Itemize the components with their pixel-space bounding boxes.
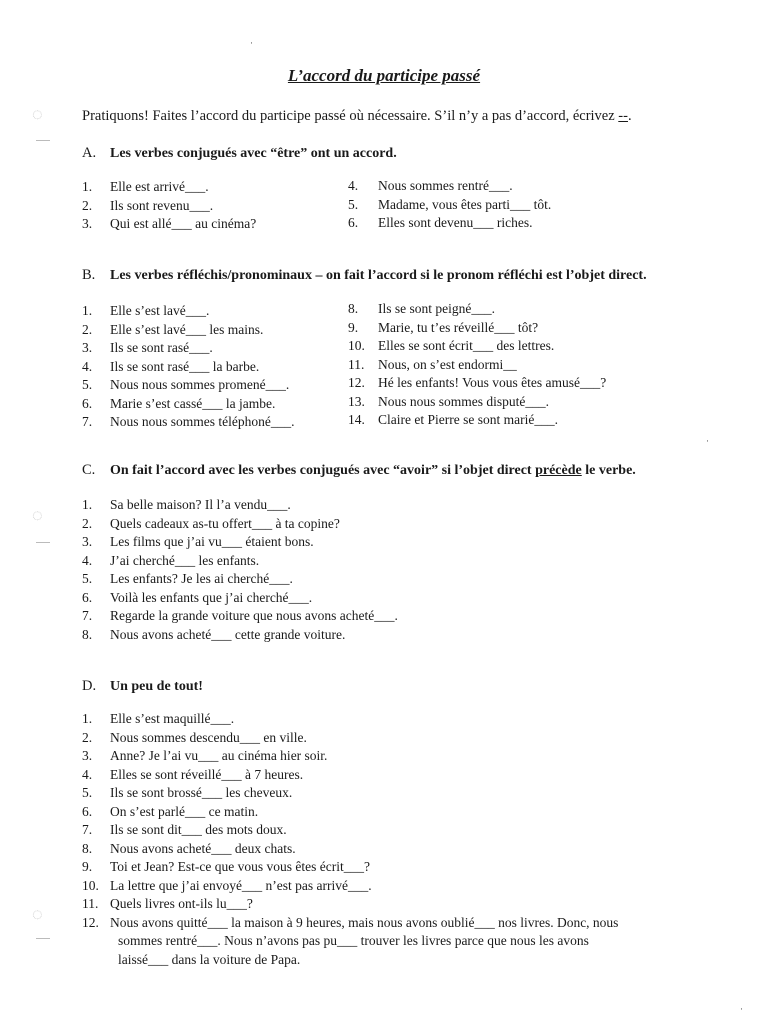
item-text: Ils se sont rasé___ la barbe. xyxy=(110,358,260,374)
item-text: Les enfants? Je les ai cherché___. xyxy=(110,571,293,586)
item-text: Nous, on s’est endormi__ xyxy=(378,356,517,372)
instructions xyxy=(82,108,632,125)
exercise-item xyxy=(82,413,295,432)
item-text: Elles sont devenu___ riches. xyxy=(378,215,533,230)
exercise-item xyxy=(82,747,618,766)
exercise-item xyxy=(82,589,398,608)
item-number: 3. xyxy=(82,216,93,231)
exercise-item xyxy=(82,321,295,340)
hole-punch-mark: ◌ xyxy=(32,904,43,924)
section-letter: A. xyxy=(82,145,97,161)
item-text: Ils se sont peigné___. xyxy=(378,301,495,316)
item-text: Toi et Jean? Est-ce que vous vous êtes écrit___? xyxy=(110,859,370,874)
item-text: On s’est parlé___ ce matin. xyxy=(110,803,259,819)
item-number: 3. xyxy=(82,748,93,763)
item-text: Elle s’est lavé___ les mains. xyxy=(110,321,264,337)
item-number: 4. xyxy=(82,766,93,782)
no-agreement-placeholder: -- xyxy=(618,108,628,124)
item-text: Anne? Je l’ai vu___ au cinéma hier soir. xyxy=(110,748,328,763)
scan-mark xyxy=(36,140,50,141)
item-text: Nous nous sommes téléphoné___. xyxy=(110,414,295,429)
exercise-item xyxy=(82,840,618,859)
item-number: 5. xyxy=(82,377,93,392)
exercise-item xyxy=(348,411,606,430)
exercise-item xyxy=(82,729,618,748)
exercise-item xyxy=(348,393,606,412)
item-number: 8. xyxy=(82,626,93,642)
section-b-heading xyxy=(82,267,647,284)
section-title: Les verbes réfléchis/pronominaux – on fait l’accord si le pronom réfléchi est l’objet direct. xyxy=(110,268,647,283)
exercise-item xyxy=(82,215,256,234)
item-number: 2. xyxy=(82,515,93,531)
item-number: 8. xyxy=(348,301,359,316)
exercise-item xyxy=(82,710,618,729)
section-c-list xyxy=(82,496,398,644)
item-number: 1. xyxy=(82,711,93,726)
speck: · xyxy=(250,38,253,48)
section-title: On fait l’accord avec les verbes conjugués avec “avoir” si l’objet direct xyxy=(110,463,536,478)
item-number: 10. xyxy=(348,338,365,353)
page-title: L’accord du participe passé xyxy=(287,66,481,85)
item-number: 6. xyxy=(348,215,359,230)
item-number: 5. xyxy=(82,571,93,586)
item-number: 2. xyxy=(82,321,93,337)
item-text: Ils se sont rasé___. xyxy=(110,340,213,355)
item-number: 5. xyxy=(348,196,359,212)
item-text: Elle s’est maquillé___. xyxy=(110,711,235,726)
item-text: Elles se sont réveillé___ à 7 heures. xyxy=(110,766,304,782)
item-text: Nous sommes rentré___. xyxy=(378,178,513,193)
item-text: Quels cadeaux as-tu offert___ à ta copine? xyxy=(110,515,340,531)
item-number: 7. xyxy=(82,822,93,837)
section-b-right-list xyxy=(348,300,606,430)
item-text: Nous nous sommes disputé___. xyxy=(378,393,550,409)
item-continuation: sommes rentré___. Nous n’avons pas pu___ trouver les livres parce que nous les avons xyxy=(118,933,589,948)
exercise-item xyxy=(348,337,606,356)
item-number: 9. xyxy=(348,319,359,335)
item-text: Marie s’est cassé___ la jambe. xyxy=(110,395,276,411)
item-number: 6. xyxy=(82,803,93,819)
exercise-item xyxy=(348,319,606,338)
item-text: Nous avons acheté___ cette grande voiture. xyxy=(110,626,346,642)
section-a-left-list xyxy=(82,178,256,234)
section-letter: D. xyxy=(82,678,97,694)
exercise-item xyxy=(82,766,618,785)
exercise-item xyxy=(82,358,295,377)
instructions-end: . xyxy=(627,108,632,124)
item-number: 6. xyxy=(82,395,93,411)
item-text: Qui est allé___ au cinéma? xyxy=(110,216,257,231)
item-text: Ils se sont dit___ des mots doux. xyxy=(110,822,287,837)
item-text: Nous avons quitté___ la maison à 9 heures, mais nous avons oublié___ nos livres. Donc, nous xyxy=(110,914,619,930)
item-text: La lettre que j’ai envoyé___ n’est pas arrivé___. xyxy=(110,877,372,893)
exercise-item xyxy=(82,533,398,552)
item-number: 2. xyxy=(82,197,93,213)
item-text: J’ai cherché___ les enfants. xyxy=(110,552,260,568)
item-text: Marie, tu t’es réveillé___ tôt? xyxy=(378,319,539,335)
hole-punch-mark: ◌ xyxy=(32,505,43,525)
section-a-heading xyxy=(82,145,397,162)
item-text: Ils sont revenu___. xyxy=(110,197,214,213)
exercise-item xyxy=(348,300,606,319)
exercise-item xyxy=(348,196,551,215)
exercise-item xyxy=(82,626,398,645)
item-number: 4. xyxy=(82,358,93,374)
exercise-item xyxy=(82,197,256,216)
item-number: 3. xyxy=(82,340,93,355)
section-title: Un peu de tout! xyxy=(110,679,203,694)
exercise-item xyxy=(82,803,618,822)
speck: · xyxy=(706,436,709,446)
exercise-item xyxy=(348,214,551,233)
item-number: 5. xyxy=(82,785,93,800)
item-number: 1. xyxy=(82,179,93,194)
section-letter: C. xyxy=(82,462,96,478)
exercise-item xyxy=(348,356,606,375)
item-number: 12. xyxy=(348,375,365,390)
item-number: 4. xyxy=(348,178,359,193)
exercise-item xyxy=(82,821,618,840)
item-text: Madame, vous êtes parti___ tôt. xyxy=(378,196,552,212)
section-b-left-list xyxy=(82,302,295,432)
item-text: Nous sommes descendu___ en ville. xyxy=(110,729,307,745)
section-c-heading xyxy=(82,462,636,479)
section-title: Les verbes conjugués avec “être” ont un accord. xyxy=(110,146,397,161)
section-d-heading xyxy=(82,678,203,695)
item-text: Claire et Pierre se sont marié___. xyxy=(378,412,558,427)
item-number: 12. xyxy=(82,914,99,930)
item-number: 4. xyxy=(82,552,93,568)
section-title-emphasis: précède xyxy=(535,463,582,478)
instructions-text: Pratiquons! Faites l’accord du participe passé où nécessaire. S’il n’y a pas d’accord, écrivez xyxy=(82,108,619,124)
exercise-item xyxy=(82,496,398,515)
exercise-item xyxy=(82,302,295,321)
item-number: 1. xyxy=(82,303,93,318)
exercise-item xyxy=(82,784,618,803)
item-number: 1. xyxy=(82,497,93,512)
item-number: 9. xyxy=(82,859,93,874)
item-text: Voilà les enfants que j’ai cherché___. xyxy=(110,589,313,605)
item-number: 11. xyxy=(82,896,99,911)
item-text: Elles se sont écrit___ des lettres. xyxy=(378,338,555,353)
item-text: Nous nous sommes promené___. xyxy=(110,377,290,392)
item-number: 7. xyxy=(82,414,93,429)
scan-mark xyxy=(36,938,50,939)
item-text: Elle est arrivé___. xyxy=(110,179,209,194)
exercise-item xyxy=(348,177,551,196)
item-text: Elle s’est lavé___. xyxy=(110,303,210,318)
item-number: 7. xyxy=(82,608,93,623)
item-number: 10. xyxy=(82,877,99,893)
item-number: 13. xyxy=(348,393,365,409)
item-text: Ils se sont brossé___ les cheveux. xyxy=(110,785,293,800)
exercise-item xyxy=(348,374,606,393)
item-text: Sa belle maison? Il l’a vendu___. xyxy=(110,497,291,512)
item-text: Les films que j’ai vu___ étaient bons. xyxy=(110,534,314,549)
item-number: 8. xyxy=(82,840,93,856)
section-a-right-list xyxy=(348,177,551,233)
item-number: 3. xyxy=(82,534,93,549)
item-text: Hé les enfants! Vous vous êtes amusé___? xyxy=(378,375,607,390)
item-number: 6. xyxy=(82,589,93,605)
exercise-item xyxy=(82,552,398,571)
exercise-item xyxy=(82,515,398,534)
section-title-end: le verbe. xyxy=(581,463,636,478)
exercise-item xyxy=(82,895,618,914)
exercise-item xyxy=(82,877,618,896)
speck: · xyxy=(740,1004,743,1014)
exercise-item xyxy=(82,339,295,358)
exercise-item xyxy=(82,858,618,877)
scan-mark xyxy=(36,542,50,543)
section-letter: B. xyxy=(82,267,96,283)
exercise-item xyxy=(82,570,398,589)
item-number: 2. xyxy=(82,729,93,745)
exercise-item xyxy=(82,376,295,395)
item-number: 11. xyxy=(348,356,365,372)
exercise-item xyxy=(82,914,618,933)
exercise-item xyxy=(82,178,256,197)
item-text: Quels livres ont-ils lu___? xyxy=(110,896,253,911)
exercise-item xyxy=(82,395,295,414)
item-text: Regarde la grande voiture que nous avons acheté___. xyxy=(110,608,398,623)
exercise-item xyxy=(82,607,398,626)
item-text: Nous avons acheté___ deux chats. xyxy=(110,840,296,856)
hole-punch-mark: ◌ xyxy=(32,104,43,124)
item-number: 14. xyxy=(348,412,365,427)
section-d-list xyxy=(82,710,618,969)
item-continuation: laissé___ dans la voiture de Papa. xyxy=(118,951,301,967)
